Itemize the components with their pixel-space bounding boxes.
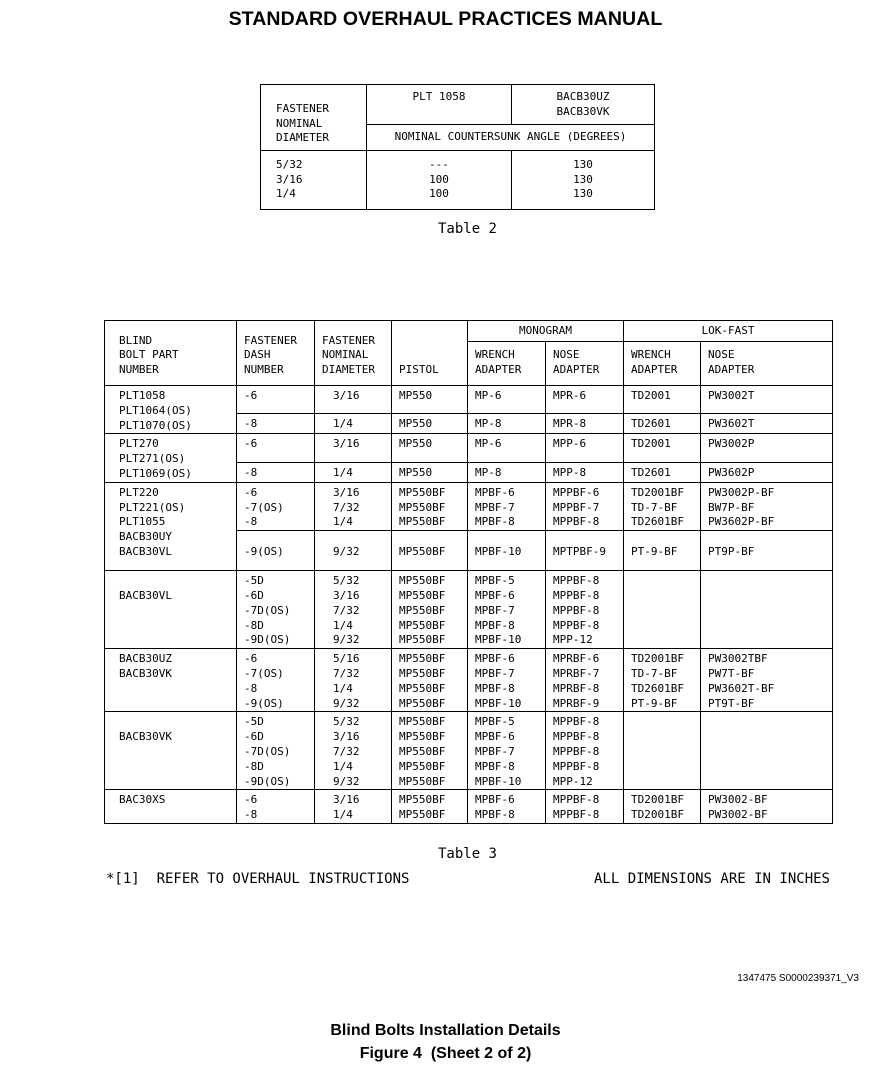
monogram-nose-adapter-cell: MPPBF-8 (546, 808, 624, 823)
dash-number-cell: -8D (237, 619, 315, 634)
header-line: ADAPTER (553, 363, 600, 377)
pistol-cell: MP550 (392, 434, 468, 462)
monogram-nose-adapter-cell: MPPBF-8 (546, 604, 624, 619)
monogram-wrench-adapter-cell: MPBF-6 (468, 482, 546, 500)
dash-number-cell: -6 (237, 386, 315, 414)
monogram-nose-adapter-cell: MPP-8 (546, 462, 624, 482)
dash-number-cell: -6 (237, 790, 315, 808)
monogram-nose-adapter-cell: MPP-12 (546, 633, 624, 648)
monogram-wrench-adapter-cell: MP-8 (468, 462, 546, 482)
monogram-nose-adapter-cell: MPRBF-6 (546, 649, 624, 667)
part-number: PLT271(OS) (119, 452, 186, 466)
table-row (105, 649, 833, 667)
nominal-diameter-cell: 5/32 (315, 571, 392, 589)
plt1058-column (367, 151, 512, 210)
monogram-wrench-adapter-cell: MPBF-8 (468, 515, 546, 530)
monogram-header: MONOGRAM (468, 321, 624, 342)
angle-value: 130 (573, 172, 593, 186)
part-number-cell (105, 571, 237, 649)
monogram-nose-adapter-cell: MPPBF-8 (546, 571, 624, 589)
part-number: BACB30VK (119, 666, 172, 680)
lokfast-wrench-adapter-cell: TD2601 (624, 462, 701, 482)
table-row (105, 790, 833, 808)
diameter-column (261, 151, 367, 210)
lokfast-wrench-adapter-cell (624, 619, 701, 634)
monogram-wrench-adapter-cell: MPBF-6 (468, 790, 546, 808)
monogram-nose-adapter-cell: MPRBF-7 (546, 667, 624, 682)
header-line: DIAMETER (322, 363, 375, 377)
lokfast-nose-adapter-cell (701, 775, 833, 790)
lokfast-wrench-adapter-cell (624, 589, 701, 604)
pistol-cell: MP550BF (392, 531, 468, 571)
lokfast-wrench-adapter-cell: TD2001BF (624, 808, 701, 823)
header-line: ADAPTER (708, 363, 755, 377)
dimensions-note: ALL DIMENSIONS ARE IN INCHES (593, 871, 830, 887)
dash-number-cell: -9(OS) (237, 697, 315, 712)
monogram-wrench-adapter-cell: MPBF-10 (468, 697, 546, 712)
blind-bolt-tooling-table (104, 320, 833, 824)
pistol-cell: MP550BF (392, 501, 468, 516)
pistol-cell: MP550BF (392, 619, 468, 634)
monogram-wrench-adapter-cell: MP-8 (468, 414, 546, 434)
dash-number-cell: -9(OS) (237, 531, 315, 571)
table-caption: Table 3 (437, 846, 497, 862)
lokfast-nose-adapter-cell (701, 589, 833, 604)
pistol-cell: MP550BF (392, 760, 468, 775)
lokfast-nose-adapter-cell: PW3002-BF (701, 790, 833, 808)
monogram-wrench-adapter-cell: MPBF-7 (468, 501, 546, 516)
part-number: BACB30UZ (119, 652, 172, 666)
table-row (105, 434, 833, 462)
dash-number-cell: -7(OS) (237, 667, 315, 682)
lokfast-wrench-adapter-cell: TD2001BF (624, 482, 701, 500)
angle-value: 130 (573, 158, 593, 171)
lokfast-nose-adapter-header (701, 342, 833, 386)
dash-number-cell: -5D (237, 712, 315, 730)
part-number: PLT220 (119, 485, 159, 499)
part-number: PLT1070(OS) (119, 418, 192, 432)
header-line: BLIND (119, 333, 153, 347)
part-number-cell (105, 386, 237, 434)
nominal-diameter-cell: 7/32 (315, 667, 392, 682)
dash-number-cell: -6 (237, 434, 315, 462)
monogram-wrench-adapter-cell: MPBF-5 (468, 571, 546, 589)
monogram-wrench-adapter-cell: MPBF-10 (468, 531, 546, 571)
lokfast-wrench-adapter-cell (624, 604, 701, 619)
part-number: BAC30XS (119, 793, 166, 807)
header-line: FASTENER (322, 333, 375, 347)
countersunk-angle-table (260, 84, 655, 210)
part-number: PLT270 (119, 437, 159, 451)
lokfast-nose-adapter-cell (701, 571, 833, 589)
part-number: PLT1055 (119, 515, 166, 529)
monogram-nose-adapter-cell: MPR-6 (546, 386, 624, 414)
lokfast-nose-adapter-cell: PW3602T (701, 414, 833, 434)
nominal-diameter-cell: 3/16 (315, 386, 392, 414)
dash-number-cell: -8 (237, 414, 315, 434)
angle-value: 100 (429, 172, 449, 186)
header-row (105, 321, 833, 342)
nominal-diameter-cell: 1/4 (315, 414, 392, 434)
monogram-wrench-adapter-cell: MPBF-8 (468, 619, 546, 634)
table-row (105, 386, 833, 414)
monogram-wrench-adapter-cell: MPBF-8 (468, 760, 546, 775)
monogram-nose-adapter-cell: MPPBF-8 (546, 515, 624, 530)
lokfast-wrench-adapter-cell: PT-9-BF (624, 697, 701, 712)
angle-value: --- (429, 158, 449, 171)
nominal-diameter-cell: 1/4 (315, 760, 392, 775)
pistol-cell: MP550BF (392, 745, 468, 760)
lokfast-nose-adapter-cell (701, 730, 833, 745)
lokfast-nose-adapter-cell: PW3002-BF (701, 808, 833, 823)
bacb-header-line: BACB30VK (556, 104, 610, 118)
part-number-cell (105, 482, 237, 570)
page-title: STANDARD OVERHAUL PRACTICES MANUAL (228, 8, 663, 30)
part-number-cell (105, 790, 237, 824)
monogram-wrench-adapter-cell: MPBF-10 (468, 633, 546, 648)
lokfast-wrench-adapter-cell: TD2001 (624, 434, 701, 462)
figure-sheet: Figure 4 (Sheet 2 of 2) (359, 1045, 532, 1062)
monogram-nose-adapter-cell: MPPBF-8 (546, 760, 624, 775)
lokfast-nose-adapter-cell (701, 712, 833, 730)
lokfast-wrench-adapter-cell: PT-9-BF (624, 531, 701, 571)
monogram-nose-adapter-cell: MPP-6 (546, 434, 624, 462)
pistol-cell: MP550BF (392, 667, 468, 682)
dash-number-cell: -8 (237, 808, 315, 823)
dash-number-cell: -9D(OS) (237, 775, 315, 790)
lokfast-wrench-adapter-cell (624, 730, 701, 745)
header-line: NOSE (708, 348, 735, 362)
nominal-diameter-cell: 9/32 (315, 633, 392, 648)
nominal-diameter-cell: 5/32 (315, 712, 392, 730)
figure-title: Blind Bolts Installation Details (330, 1022, 561, 1039)
monogram-nose-adapter-cell: MPRBF-8 (546, 682, 624, 697)
lokfast-nose-adapter-cell: PT9T-BF (701, 697, 833, 712)
part-number: BACB30UY (119, 530, 172, 544)
dash-number-header (237, 321, 315, 386)
lokfast-wrench-adapter-cell: TD2001 (624, 386, 701, 414)
nominal-diameter-cell: 1/4 (315, 808, 392, 823)
lokfast-wrench-adapter-cell: TD2001BF (624, 649, 701, 667)
monogram-nose-adapter-cell: MPPBF-8 (546, 730, 624, 745)
nominal-diameter-cell: 9/32 (315, 697, 392, 712)
nominal-diameter-cell: 3/16 (315, 434, 392, 462)
pistol-cell: MP550 (392, 386, 468, 414)
nominal-diameter-cell: 7/32 (315, 604, 392, 619)
monogram-wrench-adapter-cell: MPBF-6 (468, 649, 546, 667)
monogram-nose-adapter-cell: MPPBF-6 (546, 482, 624, 500)
header-line: NOSE (553, 348, 580, 362)
lokfast-nose-adapter-cell: PW3602P (701, 462, 833, 482)
monogram-nose-adapter-header (546, 342, 624, 386)
lokfast-nose-adapter-cell: PT9P-BF (701, 531, 833, 571)
table-row (105, 712, 833, 730)
lokfast-nose-adapter-cell: PW3602T-BF (701, 682, 833, 697)
monogram-wrench-adapter-cell: MPBF-8 (468, 808, 546, 823)
pistol-cell: MP550BF (392, 682, 468, 697)
header-line: NUMBER (119, 363, 159, 377)
part-number: BACB30VK (119, 730, 172, 744)
footnote: *[1] REFER TO OVERHAUL INSTRUCTIONS (106, 871, 410, 887)
monogram-wrench-adapter-header (468, 342, 546, 386)
nominal-diameter-cell: 1/4 (315, 682, 392, 697)
header-line: WRENCH (475, 348, 515, 362)
part-number-cell (105, 434, 237, 482)
lokfast-nose-adapter-cell (701, 619, 833, 634)
monogram-wrench-adapter-cell: MPBF-10 (468, 775, 546, 790)
pistol-cell: MP550BF (392, 697, 468, 712)
monogram-nose-adapter-cell: MPPBF-8 (546, 712, 624, 730)
lokfast-nose-adapter-cell (701, 760, 833, 775)
monogram-nose-adapter-cell: MPPBF-7 (546, 501, 624, 516)
dash-number-cell: -8 (237, 515, 315, 530)
part-number: PLT221(OS) (119, 500, 186, 514)
lokfast-nose-adapter-cell: PW3002TBF (701, 649, 833, 667)
nominal-diameter-header (315, 321, 392, 386)
nominal-diameter-cell: 7/32 (315, 745, 392, 760)
nominal-diameter-cell: 9/32 (315, 775, 392, 790)
dash-number-cell: -8 (237, 462, 315, 482)
nominal-diameter-cell: 3/16 (315, 790, 392, 808)
lokfast-nose-adapter-cell (701, 745, 833, 760)
pistol-cell: MP550BF (392, 730, 468, 745)
pistol-cell: MP550BF (392, 649, 468, 667)
dash-number-cell: -8 (237, 682, 315, 697)
monogram-nose-adapter-cell: MPPBF-8 (546, 589, 624, 604)
bacb-header-line: BACB30UZ (556, 90, 610, 103)
monogram-nose-adapter-cell: MPP-12 (546, 775, 624, 790)
pistol-cell: MP550BF (392, 808, 468, 823)
lokfast-wrench-adapter-cell (624, 775, 701, 790)
lokfast-nose-adapter-cell: PW3002T (701, 386, 833, 414)
dash-number-cell: -6 (237, 649, 315, 667)
pistol-header: PISTOL (392, 321, 468, 386)
header-line: FASTENER (244, 333, 297, 347)
dash-number-cell: -7D(OS) (237, 604, 315, 619)
header-line: ADAPTER (475, 363, 522, 377)
nominal-diameter-cell: 3/16 (315, 482, 392, 500)
lokfast-header: LOK-FAST (624, 321, 833, 342)
pistol-cell: MP550 (392, 462, 468, 482)
nominal-diameter-cell: 9/32 (315, 531, 392, 571)
pistol-cell: MP550BF (392, 571, 468, 589)
angle-value: 130 (573, 187, 593, 200)
nominal-diameter-cell: 7/32 (315, 501, 392, 516)
part-number: BACB30VL (119, 544, 172, 558)
lokfast-wrench-adapter-cell (624, 571, 701, 589)
monogram-nose-adapter-cell: MPPBF-8 (546, 745, 624, 760)
diameter-header-line: NOMINAL (276, 116, 323, 130)
lokfast-wrench-adapter-header (624, 342, 701, 386)
pistol-cell: MP550BF (392, 515, 468, 530)
monogram-nose-adapter-cell: MPRBF-9 (546, 697, 624, 712)
lokfast-nose-adapter-cell: PW3002P (701, 434, 833, 462)
lokfast-nose-adapter-cell: BW7P-BF (701, 501, 833, 516)
lokfast-wrench-adapter-cell: TD2601BF (624, 682, 701, 697)
part-number-header (105, 321, 237, 386)
angle-value: 100 (429, 187, 449, 200)
figure-id: 1347475 S0000239371_V3 (737, 973, 859, 984)
header-line: BOLT PART (119, 348, 179, 362)
pistol-cell: MP550BF (392, 604, 468, 619)
diameter-value: 1/4 (276, 187, 296, 200)
header-line: NOMINAL (322, 348, 369, 362)
diameter-header (261, 85, 367, 151)
monogram-wrench-adapter-cell: MPBF-5 (468, 712, 546, 730)
nominal-diameter-cell: 3/16 (315, 730, 392, 745)
part-number: PLT1064(OS) (119, 403, 192, 417)
header-line: DASH (244, 348, 271, 362)
pistol-cell: MP550BF (392, 482, 468, 500)
lokfast-wrench-adapter-cell: TD-7-BF (624, 501, 701, 516)
lokfast-wrench-adapter-cell (624, 760, 701, 775)
lokfast-wrench-adapter-cell (624, 633, 701, 648)
nominal-diameter-cell: 5/16 (315, 649, 392, 667)
plt1058-header: PLT 1058 (367, 85, 512, 125)
part-number: BACB30VL (119, 589, 172, 603)
monogram-wrench-adapter-cell: MP-6 (468, 386, 546, 414)
diameter-value: 5/32 (276, 158, 303, 171)
pistol-cell: MP550BF (392, 790, 468, 808)
part-number-cell (105, 712, 237, 790)
lokfast-wrench-adapter-cell: TD2001BF (624, 790, 701, 808)
header-line: ADAPTER (631, 363, 678, 377)
monogram-wrench-adapter-cell: MP-6 (468, 434, 546, 462)
dash-number-cell: -8D (237, 760, 315, 775)
lokfast-nose-adapter-cell: PW7T-BF (701, 667, 833, 682)
header-line: WRENCH (631, 348, 671, 362)
lokfast-wrench-adapter-cell (624, 745, 701, 760)
nominal-diameter-cell: 1/4 (315, 515, 392, 530)
diameter-value: 3/16 (276, 172, 303, 186)
angle-header: NOMINAL COUNTERSUNK ANGLE (DEGREES) (367, 125, 655, 151)
monogram-nose-adapter-cell: MPTPBF-9 (546, 531, 624, 571)
dash-number-cell: -7(OS) (237, 501, 315, 516)
bacb-header (512, 85, 655, 125)
monogram-wrench-adapter-cell: MPBF-7 (468, 667, 546, 682)
monogram-nose-adapter-cell: MPR-8 (546, 414, 624, 434)
pistol-cell: MP550BF (392, 712, 468, 730)
pistol-cell: MP550BF (392, 633, 468, 648)
monogram-wrench-adapter-cell: MPBF-7 (468, 745, 546, 760)
monogram-wrench-adapter-cell: MPBF-7 (468, 604, 546, 619)
dash-number-cell: -6 (237, 482, 315, 500)
part-number: PLT1069(OS) (119, 466, 192, 480)
dash-number-cell: -7D(OS) (237, 745, 315, 760)
pistol-cell: MP550BF (392, 589, 468, 604)
table-row (105, 571, 833, 589)
dash-number-cell: -5D (237, 571, 315, 589)
lokfast-nose-adapter-cell: PW3002P-BF (701, 482, 833, 500)
lokfast-wrench-adapter-cell: TD2601BF (624, 515, 701, 530)
lokfast-wrench-adapter-cell (624, 712, 701, 730)
nominal-diameter-cell: 1/4 (315, 619, 392, 634)
bacb-column (512, 151, 655, 210)
nominal-diameter-cell: 3/16 (315, 589, 392, 604)
lokfast-wrench-adapter-cell: TD-7-BF (624, 667, 701, 682)
dash-number-cell: -6D (237, 589, 315, 604)
monogram-nose-adapter-cell: MPPBF-8 (546, 790, 624, 808)
dash-number-cell: -6D (237, 730, 315, 745)
dash-number-cell: -9D(OS) (237, 633, 315, 648)
lokfast-nose-adapter-cell (701, 633, 833, 648)
part-number: PLT1058 (119, 389, 166, 402)
monogram-wrench-adapter-cell: MPBF-6 (468, 730, 546, 745)
pistol-cell: MP550 (392, 414, 468, 434)
lokfast-nose-adapter-cell: PW3602P-BF (701, 515, 833, 530)
pistol-cell: MP550BF (392, 775, 468, 790)
diameter-header-line: DIAMETER (276, 131, 329, 144)
table-caption: Table 2 (437, 221, 497, 237)
header-line: NUMBER (244, 363, 284, 377)
monogram-nose-adapter-cell: MPPBF-8 (546, 619, 624, 634)
monogram-wrench-adapter-cell: MPBF-8 (468, 682, 546, 697)
monogram-wrench-adapter-cell: MPBF-6 (468, 589, 546, 604)
lokfast-nose-adapter-cell (701, 604, 833, 619)
table-row (105, 482, 833, 500)
nominal-diameter-cell: 1/4 (315, 462, 392, 482)
part-number-cell (105, 649, 237, 712)
lokfast-wrench-adapter-cell: TD2601 (624, 414, 701, 434)
diameter-header-line: FASTENER (276, 102, 329, 115)
